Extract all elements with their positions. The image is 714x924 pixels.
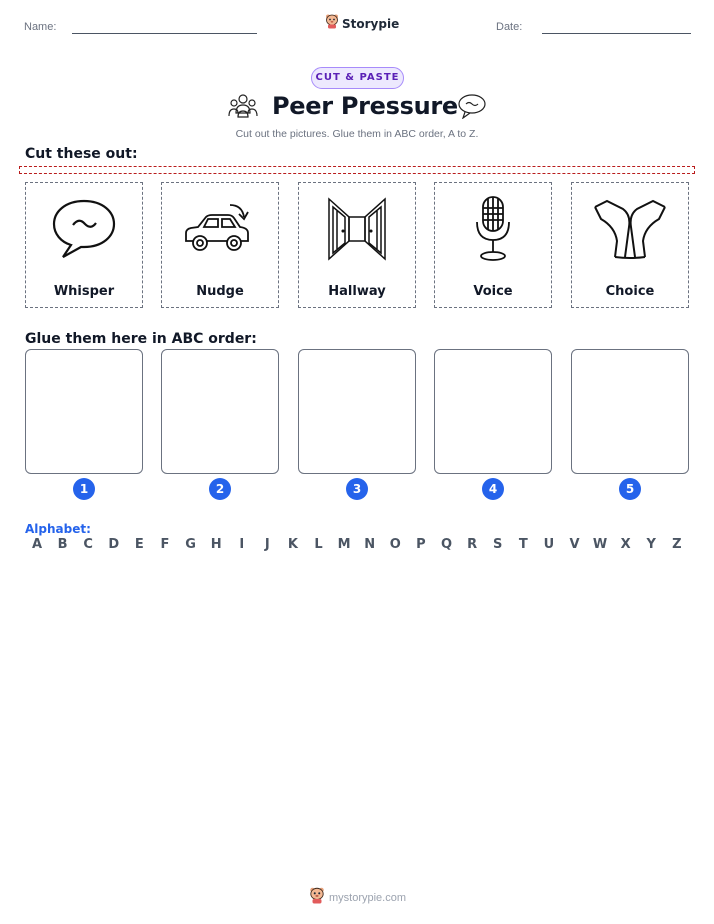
date-line[interactable] — [542, 33, 691, 34]
alphabet-letter: A — [31, 537, 43, 552]
glue-number-badge: 1 — [73, 478, 95, 500]
cut-card-word: Nudge — [196, 284, 244, 299]
alphabet-letter: E — [134, 537, 144, 552]
cut-card-nudge[interactable] — [161, 182, 279, 308]
alphabet-letter: P — [416, 537, 426, 552]
speech-bubble-icon — [26, 189, 142, 269]
cut-card-voice[interactable] — [434, 182, 552, 308]
alphabet-label: Alphabet: — [25, 522, 91, 536]
cut-card-whisper[interactable] — [25, 182, 143, 308]
alphabet-letter: M — [337, 537, 351, 552]
alphabet-letter: R — [467, 537, 478, 552]
alphabet-letter: S — [493, 537, 503, 552]
glue-section-label: Glue them here in ABC order: — [25, 331, 257, 347]
alphabet-letter: N — [364, 537, 376, 552]
glue-box-2[interactable] — [161, 349, 279, 474]
glue-number-badge: 4 — [482, 478, 504, 500]
glue-box-5[interactable] — [571, 349, 689, 474]
cut-line — [19, 166, 695, 174]
date-label: Date: — [496, 21, 523, 33]
cut-card-hallway[interactable] — [298, 182, 416, 308]
cut-section-label: Cut these out: — [25, 146, 138, 162]
cut-card-word: Voice — [473, 284, 513, 299]
activity-type-badge: CUT & PASTE — [311, 67, 404, 89]
alphabet-letter: T — [518, 537, 528, 552]
alphabet-letter: X — [620, 537, 631, 552]
glue-box-4[interactable] — [434, 349, 552, 474]
hallway-corridor-icon — [299, 189, 415, 269]
car-with-arrow-icon — [162, 189, 278, 269]
alphabet-letter: Q — [440, 537, 453, 552]
alphabet-letter: J — [264, 537, 270, 552]
footer — [309, 886, 406, 909]
glue-number-badge: 3 — [346, 478, 368, 500]
glue-box-1[interactable] — [25, 349, 143, 474]
group-of-people-icon — [228, 93, 258, 124]
name-line[interactable] — [72, 33, 257, 34]
speech-bubble-icon — [457, 93, 487, 124]
alphabet-letter: O — [389, 537, 401, 552]
alphabet-letter: C — [83, 537, 93, 552]
name-label: Name: — [24, 21, 57, 33]
alphabet-letter: K — [287, 537, 298, 552]
alphabet-letter: Y — [646, 537, 656, 552]
alphabet-letter: V — [569, 537, 580, 552]
forked-path-icon — [572, 189, 688, 269]
alphabet-letter: W — [592, 537, 608, 552]
glue-box-3[interactable] — [298, 349, 416, 474]
alphabet-letter: L — [314, 537, 323, 552]
brand-name: Storypie — [342, 16, 400, 31]
alphabet-letter: I — [239, 537, 245, 552]
alphabet-letter: B — [57, 537, 68, 552]
page-title: Peer Pressure — [272, 92, 458, 120]
cut-card-word: Hallway — [328, 284, 386, 299]
alphabet-letter: H — [210, 537, 222, 552]
cut-card-word: Choice — [605, 284, 655, 299]
storypie-mascot-icon — [325, 13, 339, 34]
glue-number-badge: 2 — [209, 478, 231, 500]
cut-card-choice[interactable] — [571, 182, 689, 308]
cut-card-word: Whisper — [53, 284, 115, 299]
glue-number-badge: 5 — [619, 478, 641, 500]
alphabet-letter: D — [108, 537, 120, 552]
instructions: Cut out the pictures. Glue them in ABC order, A to Z. — [235, 128, 479, 140]
microphone-icon — [435, 189, 551, 269]
footer-url: mystorypie.com — [329, 891, 407, 904]
brand-logo — [325, 13, 399, 34]
alphabet-row — [25, 537, 689, 552]
alphabet-letter: G — [185, 537, 196, 552]
alphabet-letter: U — [543, 537, 555, 552]
storypie-mascot-icon — [309, 886, 325, 909]
alphabet-letter: Z — [672, 537, 682, 552]
alphabet-letter: F — [160, 537, 170, 552]
